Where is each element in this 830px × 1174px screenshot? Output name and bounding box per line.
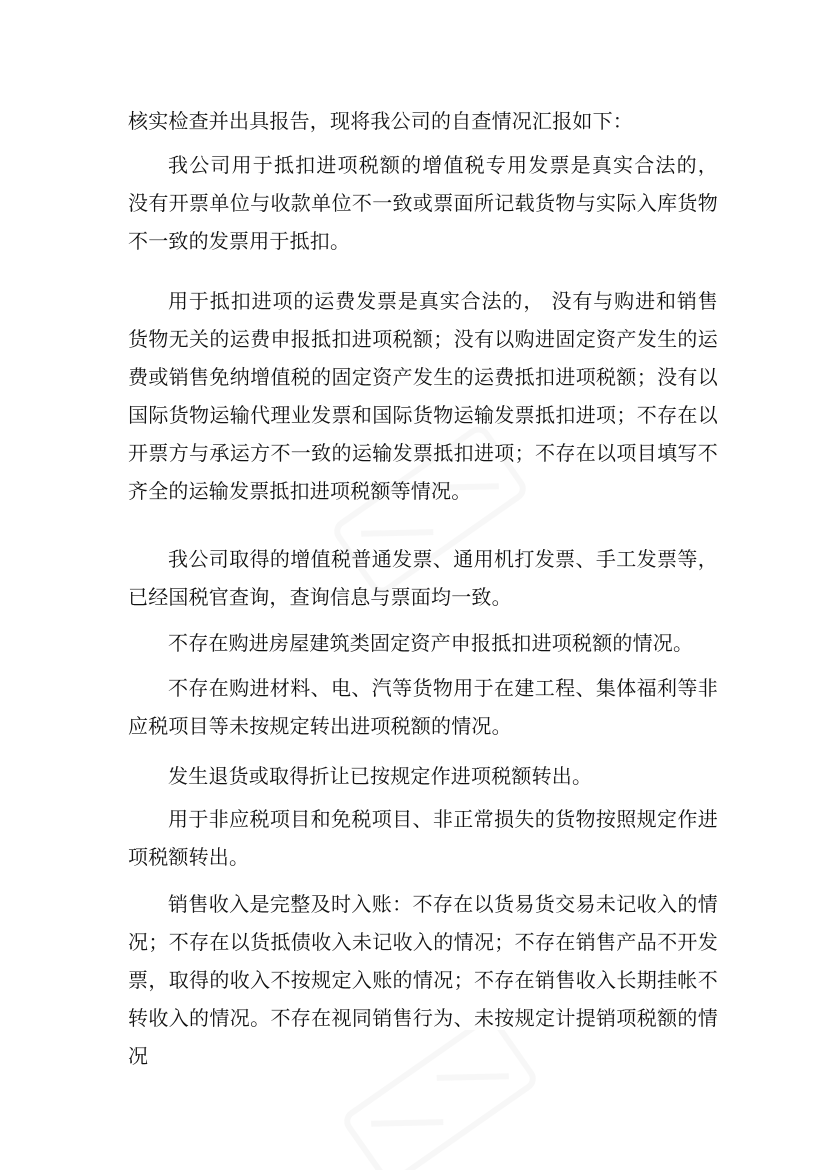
paragraph-materials: 不存在购进材料、电、汽等货物用于在建工程、集体福利等非应税项目等未按规定转出进项税额的情况。: [128, 676, 718, 738]
paragraph-vat-invoice: 我公司用于抵扣进项税额的增值税专用发票是真实合法的， 没有开票单位与收款单位不一致或票面所记载货物与实际入库货物不一致的发票用于抵扣。: [128, 153, 718, 253]
paragraph-intro: 核实检查并出具报告，现将我公司的自查情况汇报如下：: [128, 109, 633, 133]
paragraph-returns: 发生退货或取得折让已按规定作进项税额转出。: [168, 764, 593, 788]
paragraph-fixed-assets: 不存在购进房屋建筑类固定资产申报抵扣进项税额的情况。: [168, 631, 694, 655]
paragraph-non-taxable: 用于非应税项目和免税项目、非正常损失的货物按照规定作进项税额转出。: [128, 807, 718, 869]
paragraph-freight-invoice: 用于抵扣进项的运费发票是真实合法的， 没有与购进和销售货物无关的运费申报抵扣进项税额；没有以购进固定资产发生的运费或销售免纳增值税的固定资产发生的运费抵扣进项税额；没有以国际货物运输代理业发票和国际货物运输发票抵扣进项；不存在以开票方与承运方不一致的运输发票抵扣进项；不存在以项目填写不齐全的运输发票抵扣进项税额等情况。: [128, 289, 718, 503]
paragraph-ordinary-invoice: 我公司取得的增值税普通发票、通用机打发票、手工发票等，已经国税官查询，查询信息与票面均一致。: [128, 547, 718, 609]
paragraph-sales-revenue: 销售收入是完整及时入账：不存在以货易货交易未记收入的情况；不存在以货抵债收入未记收入的情况；不存在销售产品不开发票，取得的收入不按规定入账的情况；不存在销售收入长期挂帐不转收入的情况。不存在视同销售行为、未按规定计提销项税额的情况: [128, 892, 718, 1068]
